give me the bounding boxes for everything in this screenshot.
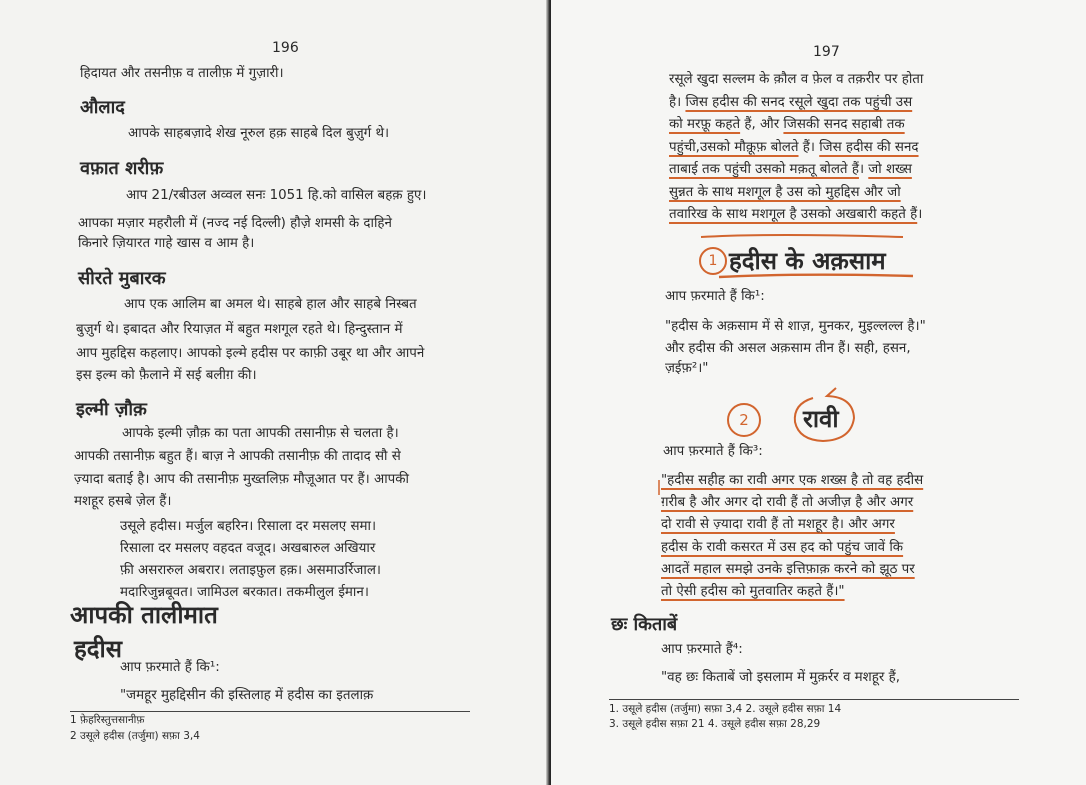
para-line-5-b: । — [858, 162, 869, 177]
section-heading-wafat: वफ़ात शरीफ़ — [80, 158, 164, 179]
section-heading-ilmi-zauq: इल्मी ज़ौक़ — [76, 399, 147, 420]
zauq-line-4: मशहूर हसबे ज़ेल हैं। — [74, 494, 172, 509]
quote2-line-3-highlight: दो रावी से ज़्यादा रावी हैं तो मशहूर है। और अगर — [661, 517, 895, 532]
para-line-5-highlight-c: जो शख्स — [868, 162, 912, 177]
para-line-5 — [669, 158, 912, 181]
footnote-1: 1 फ़ेहरिस्तुत्तसानीफ़ — [70, 714, 145, 726]
book-list-line-2: रिसाला दर मसलए वहदत वजूद। अखबारुल अखियार — [120, 541, 376, 556]
footnote-line-1: 1. उसूले हदीस (तर्जुमा) सफ़ा 3,4 2. उसूले हदीस सफ़ा 14 — [609, 703, 842, 715]
para-line-4 — [669, 136, 919, 159]
heading-ravi: रावी — [803, 405, 839, 433]
quote2-line-1 — [661, 469, 923, 492]
para-line-6 — [669, 181, 901, 204]
quote2-line-3 — [661, 513, 895, 536]
quote2-line-6-highlight: तो ऐसी हदीस को मुतवातिर कहते हैं।" — [661, 584, 845, 599]
said-line: आप फ़रमाते हैं कि¹: — [120, 660, 220, 675]
circled-marker-1: 1 — [699, 247, 727, 275]
para-line-6-highlight: सुन्नत के साथ मशगूल है उस को मुहद्दिस और जो — [669, 185, 901, 200]
page-number: 197 — [813, 44, 840, 60]
quote2-line-5-highlight: आदतें महाल समझे उनके इत्तिफ़ाक़ करने को झूठ पर — [661, 562, 915, 577]
para-line-4-highlight-c: जिस हदीस की सनद — [819, 140, 919, 155]
para-line-2 — [669, 91, 912, 114]
heading-hadees-ke-aqsam: हदीस के अक़साम — [729, 247, 886, 275]
wafat-line-2: आपका मज़ार महरौली में (नज्द नई दिल्ली) हौज़े शमसी के दाहिने — [78, 216, 392, 231]
para-line-2-highlight: जिस हदीस की सनद रसूले खुदा तक पहुंची उस — [685, 95, 913, 110]
zauq-line-1: आपके इल्मी ज़ौक़ का पता आपकी तसानीफ़ से चलता है। — [122, 426, 399, 441]
seerat-line-2: बुज़ुर्ग थे। इबादत और रियाज़त में बहुत मशगूल रहते थे। हिन्दुस्तान में — [76, 322, 403, 337]
said-line-2: आप फ़रमाते हैं कि³: — [663, 444, 763, 459]
footnote-2: 2 उसूले हदीस (तर्जुमा) सफ़ा 3,4 — [70, 730, 200, 742]
quote2-line-2-highlight: ग़रीब है और अगर दो रावी हैं तो अजीज़ है और अगर — [661, 495, 914, 510]
para-line-5-highlight-a: ताबाई तक पहुंची उसको मक़तू बोलते हैं — [669, 162, 859, 177]
footnote-rule — [70, 711, 470, 712]
para-line-4-b: हैं। — [798, 140, 820, 155]
wafat-line-1: आप 21/रबीउल अव्वल सनः 1051 हि.को वासिल बहक़ हुए। — [126, 188, 427, 203]
quote1-line-1: "हदीस के अक़साम में से शाज़, मुनकर, मुइल्लल्ल है।" — [665, 319, 926, 334]
zauq-line-3: ज़्यादा बताई है। आप की तसानीफ़ मुख्तलिफ़ मौज़ूआत पर हैं। आपकी — [74, 472, 410, 487]
book-list-line-4: मदारिजुन्नबूवत। जामिउल बरकात। तकमीलुल ईमान। — [120, 585, 369, 600]
para-line-7-highlight: तवारिख के साथ मशगूल है उसको अखबारी कहते हैं — [669, 207, 918, 222]
footnote-rule — [609, 699, 1019, 700]
para-line-2-a: है। — [669, 95, 686, 110]
right-page — [551, 0, 1086, 785]
footnote-line-2: 3. उसूले हदीस सफ़ा 21 4. उसूले हदीस सफ़ा 28,29 — [609, 718, 821, 730]
page-number: 196 — [272, 40, 299, 56]
said-line-1: आप फ़रमाते हैं कि¹: — [665, 289, 765, 304]
seerat-line-1: आप एक आलिम बा अमल थे। साहबे हाल और साहबे निस्बत — [124, 297, 417, 312]
wafat-line-3: किनारे ज़ियारत गाहे खास व आम है। — [78, 236, 255, 251]
sub-heading-hadees: हदीस — [74, 635, 122, 663]
para-line-7 — [669, 203, 922, 226]
big-heading: आपकी तालीमात — [70, 601, 218, 629]
para-line-3-highlight-c: जिसकी सनद सहाबी तक — [783, 117, 905, 132]
aulad-line-1: आपके साहबज़ादे शेख नूरुल हक़ साहबे दिल बुज़ुर्ग थे। — [128, 126, 390, 141]
said-line-3: आप फ़रमाते हैं⁴: — [661, 642, 743, 657]
seerat-line-3: आप मुहद्दिस कहलाए। आपको इल्मे हदीस पर काफ़ी उबूर था और आपने — [76, 346, 425, 361]
seerat-line-4: इस इल्म को फ़ैलाने में सई बलीग़ की। — [76, 368, 257, 383]
quote2-line-2 — [661, 491, 913, 514]
circled-marker-2: 2 — [727, 403, 761, 437]
para-line-4-highlight-a: पहुंची,उसको मौक़ूफ़ बोलते — [669, 140, 799, 155]
zauq-line-2: आपकी तसानीफ़ बहुत हैं। बाज़ ने आपकी तसानीफ़ की तादाद सौ से — [74, 449, 401, 464]
section-heading-chhah-kitaben: छः किताबें — [611, 614, 678, 635]
quote1-line-3: ज़ईफ़²।" — [665, 361, 709, 376]
quote2-line-4-highlight: हदीस के रावी कसरत में उस हद को पहुंच जावें कि — [661, 540, 904, 555]
section-heading-aulad: औलाद — [80, 97, 125, 118]
para-line-1 — [669, 68, 923, 91]
quote-line: "जमहूर मुहद्दिसीन की इस्तिलाह में हदीस का इतलाक़ — [120, 688, 374, 703]
section-heading-seerat: सीरते मुबारक — [78, 268, 166, 289]
quote3-line: "वह छः किताबें जो इसलाम में मुक़र्रर व मशहूर हैं, — [661, 670, 900, 685]
quote2-line-5 — [661, 558, 915, 581]
para-line-3-highlight-a: को मरफ़ू कहते — [669, 117, 741, 132]
quote2-line-4 — [661, 536, 903, 559]
para-line-3 — [669, 113, 905, 136]
pen-bracket-top — [701, 235, 903, 237]
book-list-line-3: फ़ी असरारुल अबरार। लताइफ़ुल हक़। असमाउर्रिजाल। — [120, 563, 381, 578]
quote1-line-2: और हदीस की असल अक़साम तीन हैं। सही, हसन, — [665, 341, 911, 356]
para-line-3-b: हैं, और — [740, 117, 784, 132]
intro-line: हिदायत और तसनीफ़ व तालीफ़ में गुज़ारी। — [80, 66, 284, 81]
quote2-line-6 — [661, 580, 845, 603]
quote2-line-1-highlight: "हदीस सहीह का रावी अगर एक शख्स है तो वह हदीस — [661, 473, 924, 488]
book-list-line-1: उसूले हदीस। मर्जुल बहरिन। रिसाला दर मसलए समा। — [120, 519, 377, 534]
para-line-1-text: रसूले खुदा सल्लम के क़ौल व फ़ेल व तक़रीर पर होता — [669, 72, 924, 87]
para-line-7-end: । — [917, 207, 923, 222]
